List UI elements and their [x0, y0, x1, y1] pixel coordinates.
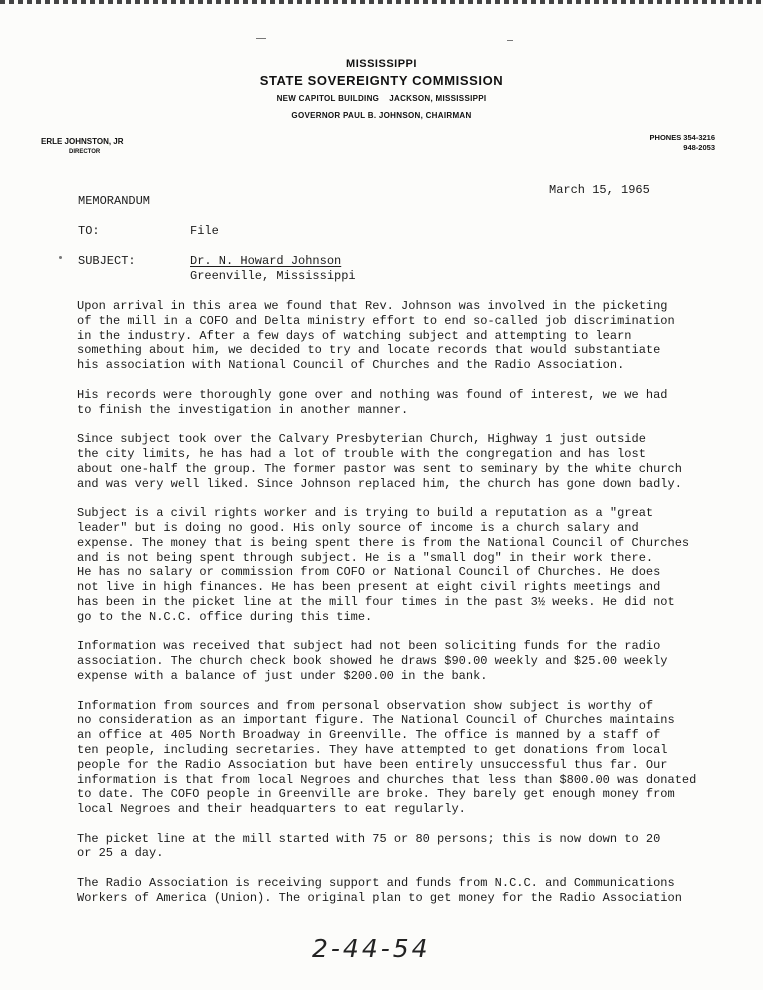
memo-line: go to the N.C.C. office during this time.	[77, 609, 373, 624]
memo-paragraph	[77, 299, 737, 373]
to-row	[78, 224, 219, 239]
memo-line: The Radio Association is receiving support and funds from N.C.C. and Communications	[77, 876, 675, 891]
memo-line: and is not being spent through subject. He is a "small dog" in their work there.	[77, 550, 654, 565]
subject-row	[78, 254, 356, 284]
letterhead-building: NEW CAPITOL BUILDING	[276, 94, 380, 103]
memo-line: of the mill in a COFO and Delta ministry effort to end so-called job discrimination	[77, 313, 675, 328]
memo-line: Information was received that subject had not been soliciting funds for the radio	[77, 639, 661, 654]
memo-line: Subject is a civil rights worker and is trying to build a reputation as a "great	[77, 506, 654, 521]
memo-line: Workers of America (Union). The original plan to get money for the Radio Association	[77, 890, 682, 905]
memo-line: has been in the picket line at the mill four times in the past 3½ weeks. He did not	[77, 594, 675, 609]
letterhead-agency: MISSISSIPPI	[346, 58, 417, 70]
letterhead-governor: GOVERNOR PAUL B. JOHNSON, CHAIRMAN	[291, 111, 472, 120]
memo-line: to date. The COFO people in Greenville are broke. They barely get enough money from	[77, 787, 675, 802]
memo-date: March 15, 1965	[549, 183, 650, 197]
memo-line: He has no salary or commission from COFO or National Council of Churches. He does	[77, 565, 661, 580]
memo-line: Since subject took over the Calvary Presbyterian Church, Highway 1 just outside	[77, 432, 646, 447]
memo-line: or 25 a day.	[77, 846, 164, 861]
memo-line: Upon arrival in this area we found that Rev. Johnson was involved in the picketing	[77, 299, 668, 313]
memo-line: Information from sources and from personal observation show subject is worthy of	[77, 698, 654, 713]
memo-line: His records were thoroughly gone over and nothing was found of interest, we we had	[77, 387, 668, 402]
memo-line: ten people, including secretaries. They have attempted to get donations from local	[77, 742, 668, 757]
memo-body	[77, 299, 737, 920]
memo-line: in the industry. After a few days of watching subject and attempting to learn	[77, 328, 632, 343]
memo-line: and was very well liked. Since Johnson replaced him, the church has gone down badly.	[77, 476, 682, 491]
subject-value	[190, 254, 356, 284]
page-top-edge	[0, 0, 763, 4]
memo-heading: MEMORANDUM	[78, 194, 151, 208]
memo-line: something about him, we decided to try and locate records that would substantiate	[77, 343, 661, 358]
memo-line: expense with a balance of just under $200.00 in the bank.	[77, 668, 488, 683]
letterhead-address	[0, 94, 763, 103]
scan-speck	[507, 40, 513, 41]
to-label: TO:	[78, 224, 100, 238]
director-title: DIRECTOR	[69, 149, 101, 155]
memo-line: not live in high finances. He has been present at eight civil rights meetings and	[77, 580, 661, 595]
memo-paragraph	[77, 506, 737, 624]
memo-line: an office at 405 North Broadway in Greenville. The office is manned by a staff of	[77, 728, 661, 743]
subject-line-2: Greenville, Mississippi	[190, 269, 356, 283]
handwritten-number: 2-44-54	[312, 934, 431, 963]
subject-line-1: Dr. N. Howard Johnson	[190, 254, 342, 268]
phone-line-2: 948-2053	[683, 143, 715, 152]
letterhead-commission: STATE SOVEREIGNTY COMMISSION	[259, 73, 504, 88]
director-name: ERLE JOHNSTON, JR	[41, 137, 124, 146]
memo-paragraph	[77, 388, 737, 418]
memo-paragraph	[77, 639, 737, 683]
letterhead-city: JACKSON, MISSISSIPPI	[389, 94, 487, 103]
memo-line: local Negroes and their headquarters to eat regularly.	[77, 802, 466, 817]
memo-line: information is that from local Negroes and churches that less than $800.00 was donated	[77, 772, 697, 787]
subject-label: SUBJECT:	[78, 254, 136, 268]
memo-paragraph	[77, 876, 737, 906]
phones-block	[650, 133, 715, 153]
memo-line: the city limits, he has had a lot of trouble with the congregation and has lost	[77, 446, 646, 461]
memo-line: expense. The money that is being spent there is from the National Council of Churches	[77, 535, 690, 550]
scan-speck	[59, 256, 62, 259]
memo-line: no consideration as an important figure. The National Council of Churches maintains	[77, 713, 675, 728]
memo-paragraph	[77, 432, 737, 491]
memo-line: his association with National Council of Churches and the Radio Association.	[77, 358, 625, 373]
director-block	[41, 137, 124, 157]
memo-line: about one-half the group. The former pastor was sent to seminary by the white church	[77, 461, 682, 476]
memo-line: leader" but is doing no good. His only source of income is a church salary and	[77, 520, 639, 535]
memo-line: people for the Radio Association but have been entirely unsuccessful thus far. Our	[77, 757, 668, 772]
memo-paragraph	[77, 699, 737, 817]
memo-paragraph	[77, 832, 737, 862]
memo-line: The picket line at the mill started with 75 or 80 persons; this is now down to 20	[77, 831, 661, 846]
scan-speck	[256, 38, 266, 39]
phone-line-1: PHONES 354-3216	[649, 133, 715, 142]
memo-line: association. The church check book showed he draws $90.00 weekly and $25.00 weekly	[77, 654, 668, 669]
to-value: File	[190, 224, 219, 238]
memo-line: to finish the investigation in another manner.	[77, 402, 409, 417]
